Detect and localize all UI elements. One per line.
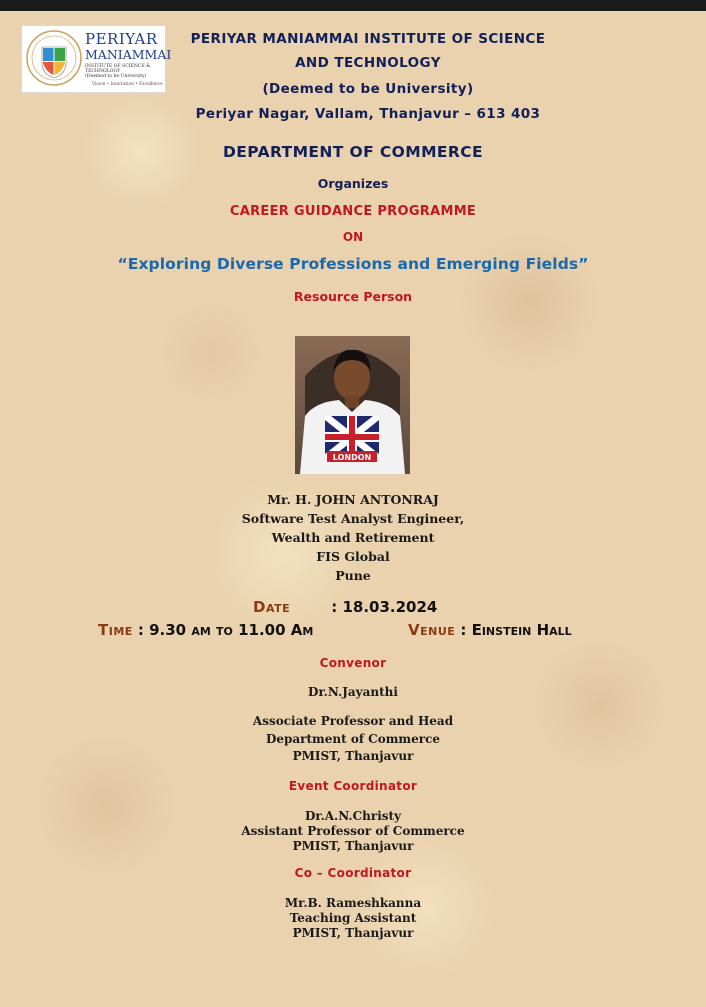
time-row [98, 620, 313, 639]
logo-sub-line1: INSTITUTE OF SCIENCE & TECHNOLOGY [85, 64, 151, 74]
organizes-text: Organizes [317, 176, 389, 191]
date-value: : 18.03.2024 [331, 598, 438, 616]
time-value: : 9.30 am to 11.00 Am [137, 621, 314, 639]
logo-sub-line2: (Deemed to be University) [85, 74, 147, 79]
speaker-photo [295, 336, 410, 474]
convenor-label: Convenor [319, 656, 387, 670]
institute-status: (Deemed to be University) [262, 81, 474, 97]
convenor-department: Department of Commerce [265, 732, 441, 746]
venue-row [408, 620, 572, 639]
date-row [253, 597, 437, 616]
event-coordinator-label: Event Coordinator [288, 779, 418, 793]
co-coordinator-label: Co – Coordinator [294, 866, 412, 880]
on-text: ON [342, 230, 364, 244]
resource-person-label: Resource Person [293, 289, 413, 304]
venue-label: Venue [408, 621, 456, 639]
convenor-name: Dr.N.Jayanthi [308, 685, 398, 699]
time-label: Time [98, 621, 133, 639]
institute-name-line1: PERIYAR MANIAMMAI INSTITUTE OF SCIENCE [190, 31, 546, 47]
convenor-designation: Associate Professor and Head [252, 714, 454, 728]
speaker-company: FIS Global [316, 549, 390, 564]
institute-address: Periyar Nagar, Vallam, Thanjavur – 613 403 [195, 106, 541, 122]
date-label: Date [253, 598, 291, 616]
logo-name-line2: MANIAMMAI [85, 47, 172, 62]
department-title: DEPARTMENT OF COMMERCE [222, 143, 483, 161]
co-coordinator-place: PMIST, Thanjavur [292, 926, 414, 940]
topic-title: “Exploring Diverse Professions and Emerging Fields” [117, 255, 589, 273]
convenor-place: PMIST, Thanjavur [292, 749, 414, 763]
shirt-text: LONDON [332, 453, 372, 462]
institute-name-line2: AND TECHNOLOGY [295, 55, 441, 71]
event-coordinator-place: PMIST, Thanjavur [292, 839, 414, 853]
logo-name-line1: PERIYAR [85, 30, 158, 48]
programme-title: CAREER GUIDANCE PROGRAMME [229, 204, 477, 219]
logo-tagline: Vision • Innovation • Excellence [92, 82, 163, 87]
co-coordinator-name: Mr.B. Rameshkanna [284, 896, 422, 910]
co-coordinator-designation: Teaching Assistant [289, 911, 417, 925]
speaker-unit: Wealth and Retirement [271, 530, 435, 545]
speaker-name: Mr. H. JOHN ANTONRAJ [267, 492, 439, 507]
speaker-city: Pune [335, 568, 371, 583]
top-bar [0, 0, 706, 11]
event-coordinator-designation: Assistant Professor of Commerce [241, 824, 465, 838]
venue-value: : Einstein Hall [460, 621, 572, 639]
event-coordinator-name: Dr.A.N.Christy [304, 809, 402, 823]
speaker-title: Software Test Analyst Engineer, [241, 511, 465, 526]
